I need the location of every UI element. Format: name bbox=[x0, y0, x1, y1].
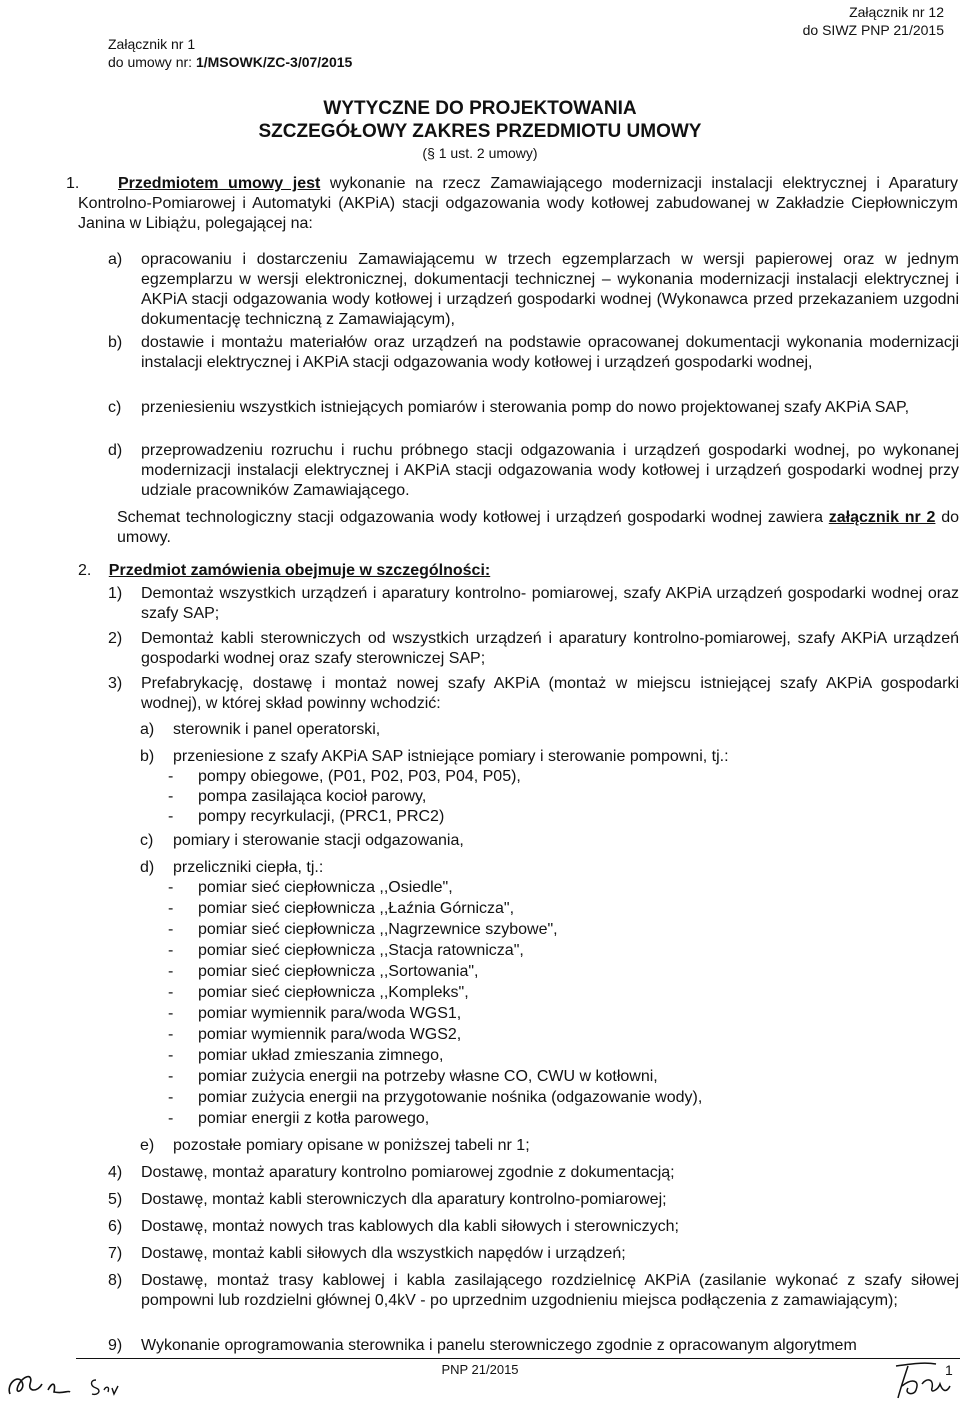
paragraph-reference: (§ 1 ust. 2 umowy) bbox=[422, 145, 538, 161]
list-item: - pomiar sieć ciepłownicza ,,Kompleks", bbox=[168, 984, 469, 1001]
list-item: - pomiar sieć ciepłownicza ,,Stacja ratownicza", bbox=[168, 942, 524, 959]
list-item: 1) Demontaż wszystkich urządzeń i aparatury kontrolno- pomiarowej, szafy AKPiA urządzeń gospodarki wodnej oraz szafy SAP; bbox=[108, 585, 959, 622]
section-1-text: wykonanie na rzecz Zamawiającego modernizacji instalacji elektrycznej i Aparatury Kontrolno-Pomiarowej i Automatyki (AKPiA) stacji odgazowania wody kotłowej zabudowanej w Zakładzie Ciepłowniczym Janina w Libiążu, polegającej na: bbox=[78, 175, 959, 232]
header-left bbox=[108, 35, 352, 71]
list-item: - pomiar sieć ciepłownicza ,,Łaźnia Górnicza", bbox=[168, 900, 515, 917]
list-item: c) przeniesieniu wszystkich istniejących pomiarów i sterowania pomp do nowo projektowanej szafy AKPiA SAP, bbox=[108, 399, 910, 416]
list-item: 6) Dostawę, montaż nowych tras kablowych dla kabli siłowych i sterowniczych; bbox=[108, 1218, 679, 1235]
list-item: c) pomiary i sterowanie stacji odgazowania, bbox=[140, 832, 464, 849]
list-item: - pomiar sieć ciepłownicza ,,Sortowania", bbox=[168, 963, 479, 980]
header-right bbox=[803, 3, 944, 39]
footer-divider bbox=[76, 1358, 960, 1359]
list-item: - pompy recyrkulacji, (PRC1, PRC2) bbox=[168, 808, 445, 825]
list-item: - pomiar zużycia energii na przygotowanie nośnika (odgazowanie wody), bbox=[168, 1089, 703, 1106]
section-1-lead: Przedmiotem umowy jest bbox=[118, 175, 321, 192]
list-item: - pomiar układ zmieszania zimnego, bbox=[168, 1047, 444, 1064]
footer-doc-number: PNP 21/2015 bbox=[441, 1362, 519, 1377]
schema-note: Schemat technologiczny stacji odgazowania wody kotłowej i urządzeń gospodarki wodnej zawiera załącznik nr 2 do umowy. bbox=[117, 509, 959, 546]
list-item: b) dostawie i montażu materiałów oraz urządzeń na podstawie opracowanej dokumentacji wykonania modernizacji instalacji elektrycznej i AKPiA stacji odgazowania wody kotłowej i urządzeń gospodarki wodnej, bbox=[108, 334, 959, 371]
list-item: b) przeniesione z szafy AKPiA SAP istniejące pomiary i sterowanie pompowni, tj.: bbox=[140, 748, 729, 765]
handwritten-initials-left bbox=[4, 1366, 124, 1402]
list-item: e) pozostałe pomiary opisane w poniższej tabeli nr 1; bbox=[140, 1137, 530, 1154]
section-1-intro bbox=[66, 174, 959, 234]
section-2-heading: 2. Przedmiot zamówienia obejmuje w szczególności: bbox=[78, 562, 491, 579]
siwz-reference: do SIWZ PNP 21/2015 bbox=[802, 22, 944, 38]
list-item: 9) Wykonanie oprogramowania sterownika i panelu sterowniczego zgodnie z opracowanym algorytmem bbox=[108, 1337, 857, 1354]
list-item: - pompa zasilająca kocioł parowy, bbox=[168, 788, 427, 805]
list-item: - pomiar sieć ciepłownicza ,,Nagrzewnice szybowe", bbox=[168, 921, 558, 938]
list-item: - pompy obiegowe, (P01, P02, P03, P04, P05), bbox=[168, 768, 521, 785]
attachment-number: Załącznik nr 12 bbox=[849, 4, 944, 20]
list-item: - pomiar zużycia energii na potrzeby własne CO, CWU w kotłowni, bbox=[168, 1068, 658, 1085]
section-number: 2. bbox=[78, 562, 92, 579]
page-title: WYTYCZNE DO PROJEKTOWANIA bbox=[323, 98, 637, 119]
list-item: 8) Dostawę, montaż trasy kablowej i kabla zasilającego rozdzielnicę AKPiA (zasilanie wykonać z szafy siłowej pompowni lub rozdzielni głównej 0,4kV - po uprzednim uzgodnieniu miejsca podłączenia z zamawiającym); bbox=[108, 1272, 959, 1309]
list-item: 4) Dostawę, montaż aparatury kontrolno pomiarowej zgodnie z dokumentacją; bbox=[108, 1164, 675, 1181]
list-item: 2) Demontaż kabli sterowniczych od wszystkich urządzeń i aparatury kontrolno-pomiarowej, szafy AKPiA urządzeń gospodarki wodnej oraz szafy sterowniczej SAP; bbox=[108, 630, 959, 667]
page-subtitle: SZCZEGÓŁOWY ZAKRES PRZEDMIOTU UMOWY bbox=[258, 121, 702, 142]
section-number: 1. bbox=[66, 175, 80, 192]
list-item: - pomiar sieć ciepłownicza ,,Osiedle", bbox=[168, 879, 453, 896]
handwritten-signature-right bbox=[890, 1360, 958, 1402]
list-item: d) przeprowadzeniu rozruchu i ruchu próbnego stacji odgazowania i urządzeń gospodarki wodnej, po wykonanej modernizacji instalacji elektrycznej i AKPiA stacji odgazowania wody kotłowej i urządzeń gospodarki wodnej przy udziale pracowników Zamawiającego. bbox=[108, 442, 959, 499]
list-item: a) sterownik i panel operatorski, bbox=[140, 721, 381, 738]
list-item: 5) Dostawę, montaż kabli sterowniczych dla aparatury kontrolno-pomiarowej; bbox=[108, 1191, 667, 1208]
attachment-label: Załącznik nr 1 bbox=[108, 36, 196, 52]
page-number: 1 bbox=[945, 1362, 953, 1378]
list-item: - pomiar wymiennik para/woda WGS1, bbox=[168, 1005, 462, 1022]
list-item: a) opracowaniu i dostarczeniu Zamawiającemu w trzech egzemplarzach w wersji papierowej oraz w jednym egzemplarzu w wersji elektronicznej, dokumentacji technicznej – wykonania modernizacji instalacji elektrycznej i AKPiA stacji odgazowania wody kotłowej i urządzeń gospodarki wodnej (Wykonawca przed przekazaniem uzgodni dokumentację techniczną z Zamawiającym), bbox=[108, 251, 959, 328]
list-item: - pomiar wymiennik para/woda WGS2, bbox=[168, 1026, 462, 1043]
list-item: - pomiar energii z kotła parowego, bbox=[168, 1110, 430, 1127]
list-item: 3) Prefabrykację, dostawę i montaż nowej szafy AKPiA (montaż w miejscu istniejącej szafy AKPiA gospodarki wodnej), w której skład powinny wchodzić: bbox=[108, 675, 959, 712]
attachment-link[interactable]: załącznik nr 2 bbox=[828, 509, 936, 526]
contract-number: do umowy nr: 1/MSOWK/ZC-3/07/2015 bbox=[108, 54, 353, 70]
list-item: 7) Dostawę, montaż kabli siłowych dla wszystkich napędów i urządzeń; bbox=[108, 1245, 626, 1262]
list-item: d) przeliczniki ciepła, tj.: bbox=[140, 859, 324, 876]
